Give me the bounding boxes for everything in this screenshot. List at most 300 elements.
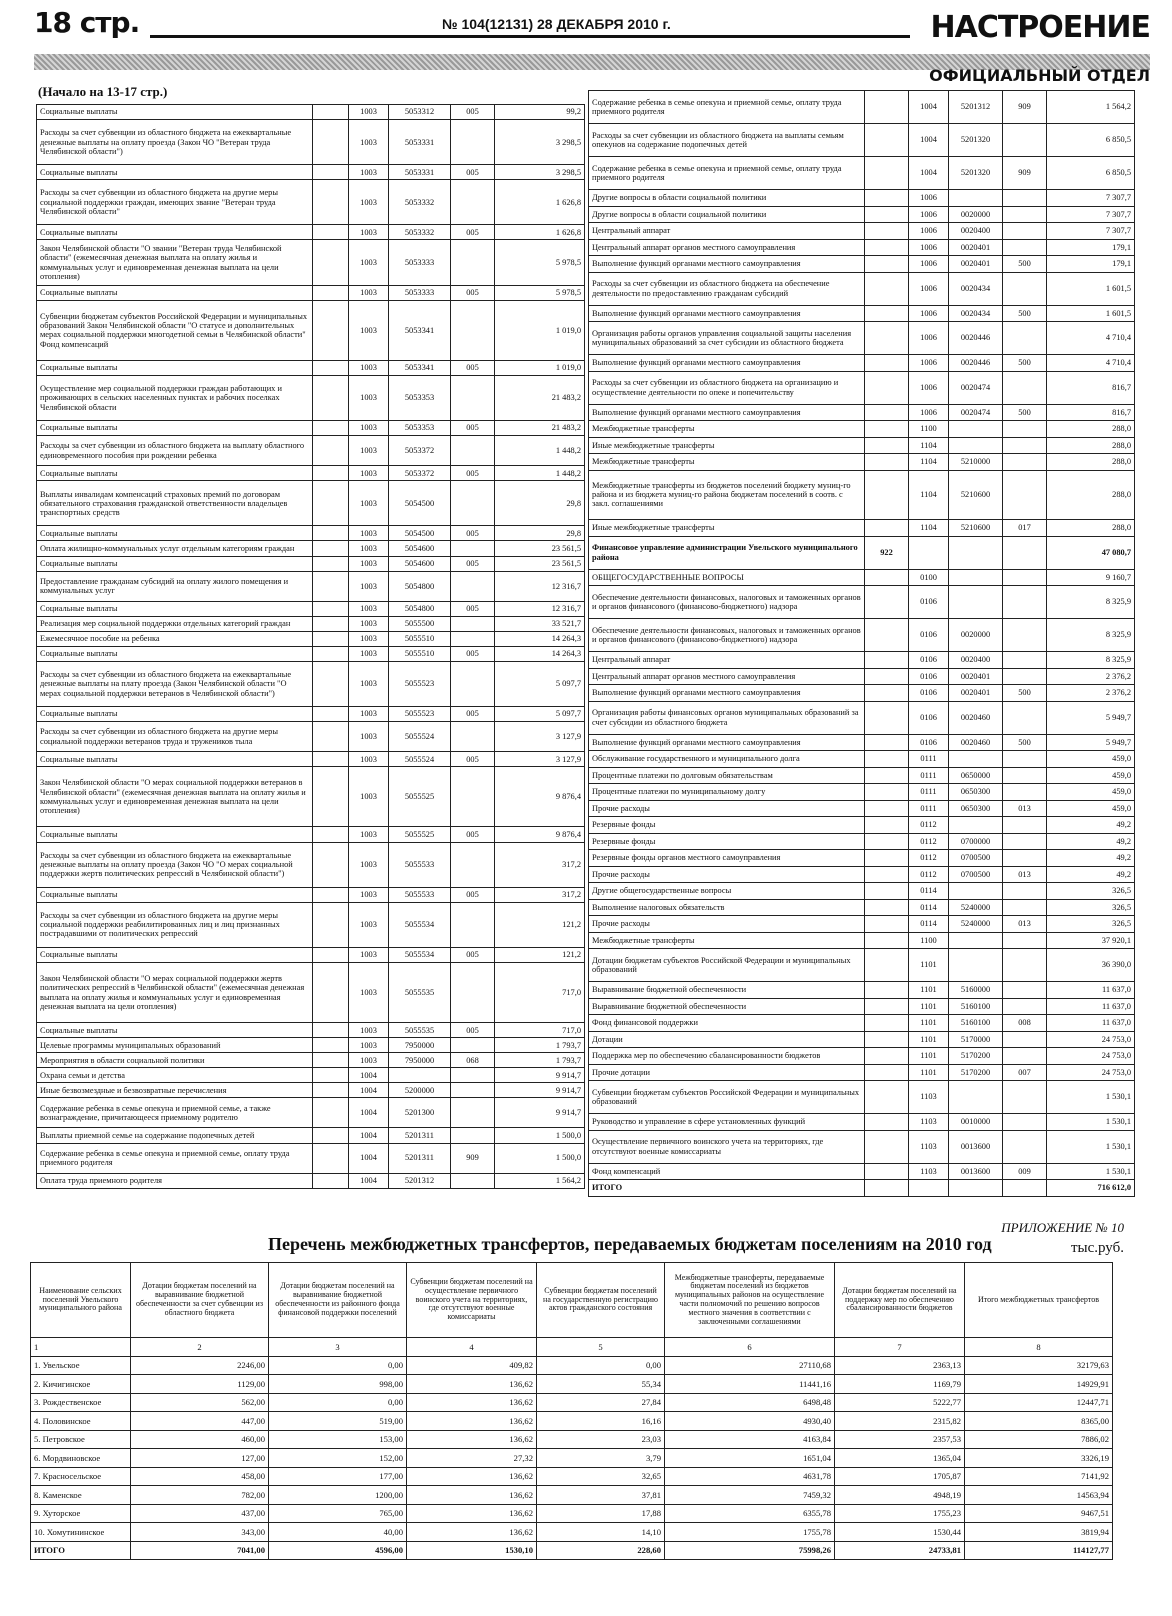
budget-row [589, 437, 1135, 454]
budget-row [589, 932, 1135, 949]
department-code [865, 866, 909, 883]
column-header: Субвенции бюджетам поселений на осуществление первичного воинского учета на территориях, где отсутствуют военные комиссариаты [407, 1263, 537, 1338]
item-name: Закон Челябинской области "О мерах социальной поддержки ветеранов в Челябинской области" (ежемесячная денежная выплата на оплату жилья и коммунальных услуг и единовременная денежная выплата на цели отопления) [37, 767, 313, 827]
table-row [31, 1486, 1113, 1505]
expense-code [1003, 883, 1047, 900]
department-code [865, 256, 909, 273]
item-name: Расходы за счет субвенции из областного бюджета на обеспечение деятельности по предоставлению гражданам субсидий [589, 272, 865, 305]
budget-row [37, 962, 585, 1022]
department-code [313, 1038, 349, 1053]
section-code: 1003 [349, 556, 389, 571]
section-code: 1006 [909, 239, 949, 256]
expense-code [1003, 1114, 1047, 1131]
expense-code [1003, 817, 1047, 834]
target-code: 5055534 [389, 947, 451, 962]
department-code [865, 652, 909, 669]
budget-row [37, 120, 585, 165]
item-name: Выполнение функций органами местного самоуправления [589, 685, 865, 702]
target-code: 5170200 [949, 1064, 1003, 1081]
target-code: 5053353 [389, 375, 451, 420]
table-cell: 519,00 [269, 1412, 407, 1431]
amount: 1 601,5 [1047, 272, 1135, 305]
budget-row [589, 454, 1135, 471]
table-cell: 447,00 [131, 1412, 269, 1431]
section-code: 1003 [349, 571, 389, 601]
amount: 317,2 [495, 842, 585, 887]
table-cell: 765,00 [269, 1504, 407, 1523]
department-code [865, 1163, 909, 1180]
target-code: 5054500 [389, 481, 451, 526]
budget-row [589, 982, 1135, 999]
expense-code: 005 [451, 1023, 495, 1038]
section-code: 1003 [349, 421, 389, 436]
item-name: Поддержка мер по обеспечению сбалансированности бюджетов [589, 1048, 865, 1065]
table-cell: 343,00 [131, 1523, 269, 1542]
amount: 816,7 [1047, 404, 1135, 421]
budget-row [589, 157, 1135, 190]
item-name: Предоставление гражданам субсидий на оплату жилого помещения и коммунальных услуг [37, 571, 313, 601]
section-code: 1006 [909, 305, 949, 322]
expense-code [451, 1173, 495, 1188]
section-code: 1006 [909, 272, 949, 305]
amount: 9 914,7 [495, 1068, 585, 1083]
department-code [865, 784, 909, 801]
expense-code: 500 [1003, 404, 1047, 421]
amount: 6 850,5 [1047, 157, 1135, 190]
department-code [865, 206, 909, 223]
item-name: Реализация мер социальной поддержки отдельных категорий граждан [37, 616, 313, 631]
department-code [865, 437, 909, 454]
amount: 7 307,7 [1047, 190, 1135, 207]
table-cell: 7459,32 [665, 1486, 835, 1505]
table-cell: 4930,40 [665, 1412, 835, 1431]
amount: 717,0 [495, 962, 585, 1022]
section-code: 1004 [909, 157, 949, 190]
table-cell: 27,32 [407, 1449, 537, 1468]
table-cell: 0,00 [269, 1393, 407, 1412]
column-header: Субвенции бюджетам поселений на государственную регистрацию актов гражданского состояния [537, 1263, 665, 1338]
target-code: 5053312 [389, 105, 451, 120]
expense-code [451, 571, 495, 601]
expense-code: 005 [451, 947, 495, 962]
section-code: 0106 [909, 685, 949, 702]
expense-code [451, 1128, 495, 1143]
target-code [949, 536, 1003, 569]
table-cell: 5 [537, 1338, 665, 1357]
section-code: 1003 [349, 180, 389, 225]
department-code [865, 751, 909, 768]
table-cell: 55,34 [537, 1375, 665, 1394]
amount: 1 019,0 [495, 300, 585, 360]
budget-row [589, 1081, 1135, 1114]
department-code [865, 1048, 909, 1065]
budget-row [37, 1083, 585, 1098]
department-code [865, 1114, 909, 1131]
item-name: Выполнение функций органами местного самоуправления [589, 355, 865, 372]
target-code: 5055510 [389, 646, 451, 661]
department-code [313, 707, 349, 722]
target-code: 7950000 [389, 1053, 451, 1068]
expense-code: 005 [451, 601, 495, 616]
amount: 33 521,7 [495, 616, 585, 631]
amount: 1 564,2 [495, 1173, 585, 1188]
expense-code [451, 1083, 495, 1098]
amount: 5 949,7 [1047, 734, 1135, 751]
amount: 717,0 [495, 1023, 585, 1038]
section-code: 1003 [349, 240, 389, 285]
section-code: 1101 [909, 982, 949, 999]
department-code [313, 526, 349, 541]
budget-row [37, 180, 585, 225]
target-code: 5053333 [389, 240, 451, 285]
table-cell: 2 [131, 1338, 269, 1357]
expense-code [1003, 586, 1047, 619]
item-name: Социальные выплаты [37, 421, 313, 436]
target-code: 5210600 [949, 520, 1003, 537]
department-code [865, 685, 909, 702]
target-code: 0020460 [949, 701, 1003, 734]
expense-code [1003, 536, 1047, 569]
amount: 8 325,9 [1047, 586, 1135, 619]
department-code [865, 800, 909, 817]
target-code: 0020401 [949, 239, 1003, 256]
budget-row [37, 285, 585, 300]
item-name: Содержание ребенка в семье опекуна и приемной семье, а также вознаграждение, причитающееся приемному родителю [37, 1098, 313, 1128]
department-code [865, 1015, 909, 1032]
continued-note: (Начало на 13-17 стр.) [38, 84, 168, 99]
amount: 288,0 [1047, 437, 1135, 454]
section-code: 0106 [909, 586, 949, 619]
department-code [865, 998, 909, 1015]
table-cell: 75998,26 [665, 1541, 835, 1560]
amount: 288,0 [1047, 421, 1135, 438]
target-code: 5200000 [389, 1083, 451, 1098]
amount: 1 500,0 [495, 1143, 585, 1173]
department-code [313, 225, 349, 240]
item-name: Межбюджетные трансферты из бюджетов поселений бюджету муниц-го района и из бюджета муниц-го района бюджетам поселений в соотв. с закл. соглашениями [589, 470, 865, 520]
item-name: Иные межбюджетные трансферты [589, 520, 865, 537]
expense-code [1003, 1180, 1047, 1197]
table-cell: 2315,82 [835, 1412, 965, 1431]
table-cell: 1530,10 [407, 1541, 537, 1560]
budget-row [589, 1048, 1135, 1065]
item-name: Осуществление мер социальной поддержки граждан работающих и проживающих в сельских населенных пунктах и рабочих поселках Челябинской области [37, 375, 313, 420]
budget-row [37, 240, 585, 285]
budget-row [589, 223, 1135, 240]
budget-table-right [588, 90, 1135, 1197]
target-code: 5160000 [949, 982, 1003, 999]
budget-row [589, 1031, 1135, 1048]
item-name: Процентные платежи по муниципальному долгу [589, 784, 865, 801]
budget-row [37, 300, 585, 360]
expense-code [1003, 322, 1047, 355]
amount: 9 876,4 [495, 767, 585, 827]
department-code [865, 586, 909, 619]
item-name: Мероприятия в области социальной политики [37, 1053, 313, 1068]
section-code: 1104 [909, 520, 949, 537]
department-code [865, 239, 909, 256]
expense-code: 500 [1003, 734, 1047, 751]
table-cell: 37,81 [537, 1486, 665, 1505]
target-code: 0700000 [949, 833, 1003, 850]
department-code [865, 272, 909, 305]
budget-row [589, 404, 1135, 421]
section-code: 1004 [909, 124, 949, 157]
table-cell: 14,10 [537, 1523, 665, 1542]
department-code [865, 949, 909, 982]
section-code: 0100 [909, 569, 949, 586]
department-code [865, 1130, 909, 1163]
section-code [909, 536, 949, 569]
section-code: 0106 [909, 652, 949, 669]
department-code [313, 1173, 349, 1188]
section-code: 1004 [349, 1098, 389, 1128]
department-code [865, 701, 909, 734]
budget-row [37, 556, 585, 571]
section-code: 1003 [349, 466, 389, 481]
item-name: Другие вопросы в области социальной политики [589, 190, 865, 207]
amount: 9 876,4 [495, 827, 585, 842]
amount: 6 850,5 [1047, 124, 1135, 157]
section-code: 1003 [349, 722, 389, 752]
item-name: Центральный аппарат [589, 223, 865, 240]
expense-code [451, 1068, 495, 1083]
item-name: ИТОГО [589, 1180, 865, 1197]
budget-row [37, 827, 585, 842]
table-cell: 3,79 [537, 1449, 665, 1468]
amount: 29,8 [495, 481, 585, 526]
section-code: 1003 [349, 526, 389, 541]
expense-code [1003, 371, 1047, 404]
item-name: Выполнение функций органами местного самоуправления [589, 256, 865, 273]
target-code: 5055535 [389, 962, 451, 1022]
department-code [313, 375, 349, 420]
department-code [865, 668, 909, 685]
amount: 7 307,7 [1047, 206, 1135, 223]
amount: 1 530,1 [1047, 1130, 1135, 1163]
item-name: ОБЩЕГОСУДАРСТВЕННЫЕ ВОПРОСЫ [589, 569, 865, 586]
amount: 9 914,7 [495, 1083, 585, 1098]
section-code: 1004 [349, 1173, 389, 1188]
table-cell: 9. Хуторское [31, 1504, 131, 1523]
target-code: 5055525 [389, 767, 451, 827]
section-code: 1003 [349, 601, 389, 616]
amount: 179,1 [1047, 256, 1135, 273]
budget-row [589, 668, 1135, 685]
amount: 326,5 [1047, 899, 1135, 916]
amount: 1 601,5 [1047, 305, 1135, 322]
column-header: Дотации бюджетам поселений на выравнивание бюджетной обеспеченности из районного фонда финансовой поддержки поселений [269, 1263, 407, 1338]
budget-row [589, 520, 1135, 537]
table-cell: 114127,77 [965, 1541, 1113, 1560]
item-name: Организация работы финансовых органов муниципальных образований за счет субсидии из областного бюджета [589, 701, 865, 734]
amount: 4 710,4 [1047, 355, 1135, 372]
amount: 99,2 [495, 105, 585, 120]
section-code: 1003 [349, 1023, 389, 1038]
budget-row [589, 239, 1135, 256]
target-code [949, 190, 1003, 207]
expense-code: 017 [1003, 520, 1047, 537]
budget-row [589, 1130, 1135, 1163]
target-code: 0020401 [949, 685, 1003, 702]
table-cell: 0,00 [537, 1356, 665, 1375]
expense-code: 909 [1003, 91, 1047, 124]
section-code: 1101 [909, 998, 949, 1015]
target-code: 5054600 [389, 541, 451, 556]
table-cell: 6355,78 [665, 1504, 835, 1523]
expense-code [451, 661, 495, 706]
amount: 23 561,5 [495, 541, 585, 556]
item-name: Центральный аппарат органов местного самоуправления [589, 668, 865, 685]
amount: 2 376,2 [1047, 685, 1135, 702]
section-code: 1003 [349, 902, 389, 947]
department-code [865, 322, 909, 355]
budget-row [589, 536, 1135, 569]
table-cell: 12447,71 [965, 1393, 1113, 1412]
section-code: 1003 [349, 120, 389, 165]
budget-row [589, 1163, 1135, 1180]
table-cell: 27,84 [537, 1393, 665, 1412]
table-cell: 2363,13 [835, 1356, 965, 1375]
item-name: Оплата жилищно-коммунальных услуг отдельным категориям граждан [37, 541, 313, 556]
expense-code: 500 [1003, 305, 1047, 322]
amount: 1 626,8 [495, 225, 585, 240]
target-code: 5160100 [949, 998, 1003, 1015]
item-name: Расходы за счет субвенции из областного бюджета на другие меры социальной поддержки граждан, имеющих звание "Ветеран труда Челябинской области" [37, 180, 313, 225]
amount: 9 160,7 [1047, 569, 1135, 586]
item-name: Прочие расходы [589, 916, 865, 933]
budget-row [37, 541, 585, 556]
expense-code [451, 767, 495, 827]
target-code: 5054800 [389, 601, 451, 616]
budget-row [589, 817, 1135, 834]
item-name: Социальные выплаты [37, 601, 313, 616]
table-cell: 6 [665, 1338, 835, 1357]
item-name: Социальные выплаты [37, 947, 313, 962]
table-cell: 3326,19 [965, 1449, 1113, 1468]
table-row [31, 1393, 1113, 1412]
expense-code: 009 [1003, 1163, 1047, 1180]
table-cell: 7141,92 [965, 1467, 1113, 1486]
expense-code: 005 [451, 225, 495, 240]
section-code: 1006 [909, 256, 949, 273]
table-cell: 8365,00 [965, 1412, 1113, 1431]
table-cell: 5222,77 [835, 1393, 965, 1412]
amount: 121,2 [495, 947, 585, 962]
target-code: 5055523 [389, 661, 451, 706]
column-header: Межбюджетные трансферты, передаваемые бюджетам поселений из бюджетов муниципальных районов на осуществление части полномочий по решению вопросов местного значения в соответствии с заключенными соглашениями [665, 1263, 835, 1338]
amount: 36 390,0 [1047, 949, 1135, 982]
table-cell: 1 [31, 1338, 131, 1357]
target-code: 0650000 [949, 767, 1003, 784]
budget-row [37, 481, 585, 526]
table-cell: 27110,68 [665, 1356, 835, 1375]
budget-row [589, 190, 1135, 207]
amount: 12 316,7 [495, 571, 585, 601]
section-code: 1101 [909, 1015, 949, 1032]
target-code: 5240000 [949, 916, 1003, 933]
expense-code [1003, 701, 1047, 734]
expense-code [1003, 932, 1047, 949]
table-cell: 23,03 [537, 1430, 665, 1449]
item-name: Прочие дотации [589, 1064, 865, 1081]
department-code [313, 722, 349, 752]
budget-row [589, 701, 1135, 734]
item-name: Обслуживание государственного и муниципального долга [589, 751, 865, 768]
item-name: Резервные фонды [589, 833, 865, 850]
section-code: 1003 [349, 481, 389, 526]
expense-code [451, 722, 495, 752]
expense-code: 500 [1003, 355, 1047, 372]
amount: 49,2 [1047, 833, 1135, 850]
amount: 459,0 [1047, 751, 1135, 768]
department-code [313, 436, 349, 466]
department-code [865, 850, 909, 867]
department-code [865, 190, 909, 207]
table-cell: 7041,00 [131, 1541, 269, 1560]
item-name: Обеспечение деятельности финансовых, налоговых и таможенных органов и органов финансового (финансово-бюджетного) надзора [589, 619, 865, 652]
table-cell: 1169,79 [835, 1375, 965, 1394]
department-code [313, 601, 349, 616]
target-code: 5201320 [949, 124, 1003, 157]
target-code: 5054800 [389, 571, 451, 601]
table-cell: 1129,00 [131, 1375, 269, 1394]
section-code: 0106 [909, 619, 949, 652]
budget-row [589, 1015, 1135, 1032]
table-row [31, 1430, 1113, 1449]
item-name: Расходы за счет субвенции из областного бюджета на организацию и осуществление деятельности по опеке и попечительству [589, 371, 865, 404]
target-code [949, 817, 1003, 834]
amount: 14 264,3 [495, 631, 585, 646]
table-cell: 4. Половинское [31, 1412, 131, 1431]
expense-code [1003, 470, 1047, 520]
table-cell: 460,00 [131, 1430, 269, 1449]
amount: 3 298,5 [495, 120, 585, 165]
table-row [31, 1541, 1113, 1560]
expense-code: 909 [451, 1143, 495, 1173]
amount: 37 920,1 [1047, 932, 1135, 949]
amount: 11 637,0 [1047, 982, 1135, 999]
department-code [313, 767, 349, 827]
target-code: 5210000 [949, 454, 1003, 471]
department-code [313, 165, 349, 180]
target-code: 0020000 [949, 206, 1003, 223]
target-code: 5055500 [389, 616, 451, 631]
section-code: 1003 [349, 752, 389, 767]
table-cell: 1755,23 [835, 1504, 965, 1523]
budget-row [37, 842, 585, 887]
table-cell: 2246,00 [131, 1356, 269, 1375]
item-name: Выплаты приемной семье на содержание подопечных детей [37, 1128, 313, 1143]
section-code: 1003 [349, 165, 389, 180]
target-code: 0650300 [949, 800, 1003, 817]
department-code [313, 842, 349, 887]
expense-code [1003, 619, 1047, 652]
section-code: 1003 [349, 646, 389, 661]
target-code [949, 421, 1003, 438]
target-code: 0010000 [949, 1114, 1003, 1131]
amount: 1 793,7 [495, 1038, 585, 1053]
table-cell: 24733,81 [835, 1541, 965, 1560]
amount: 23 561,5 [495, 556, 585, 571]
budget-row [37, 466, 585, 481]
item-name: Дотации бюджетам субъектов Российской Федерации и муниципальных образований [589, 949, 865, 982]
section-code: 1003 [349, 436, 389, 466]
expense-code: 005 [451, 646, 495, 661]
target-code: 5240000 [949, 899, 1003, 916]
target-code: 5201312 [949, 91, 1003, 124]
table-cell: 0,00 [269, 1356, 407, 1375]
